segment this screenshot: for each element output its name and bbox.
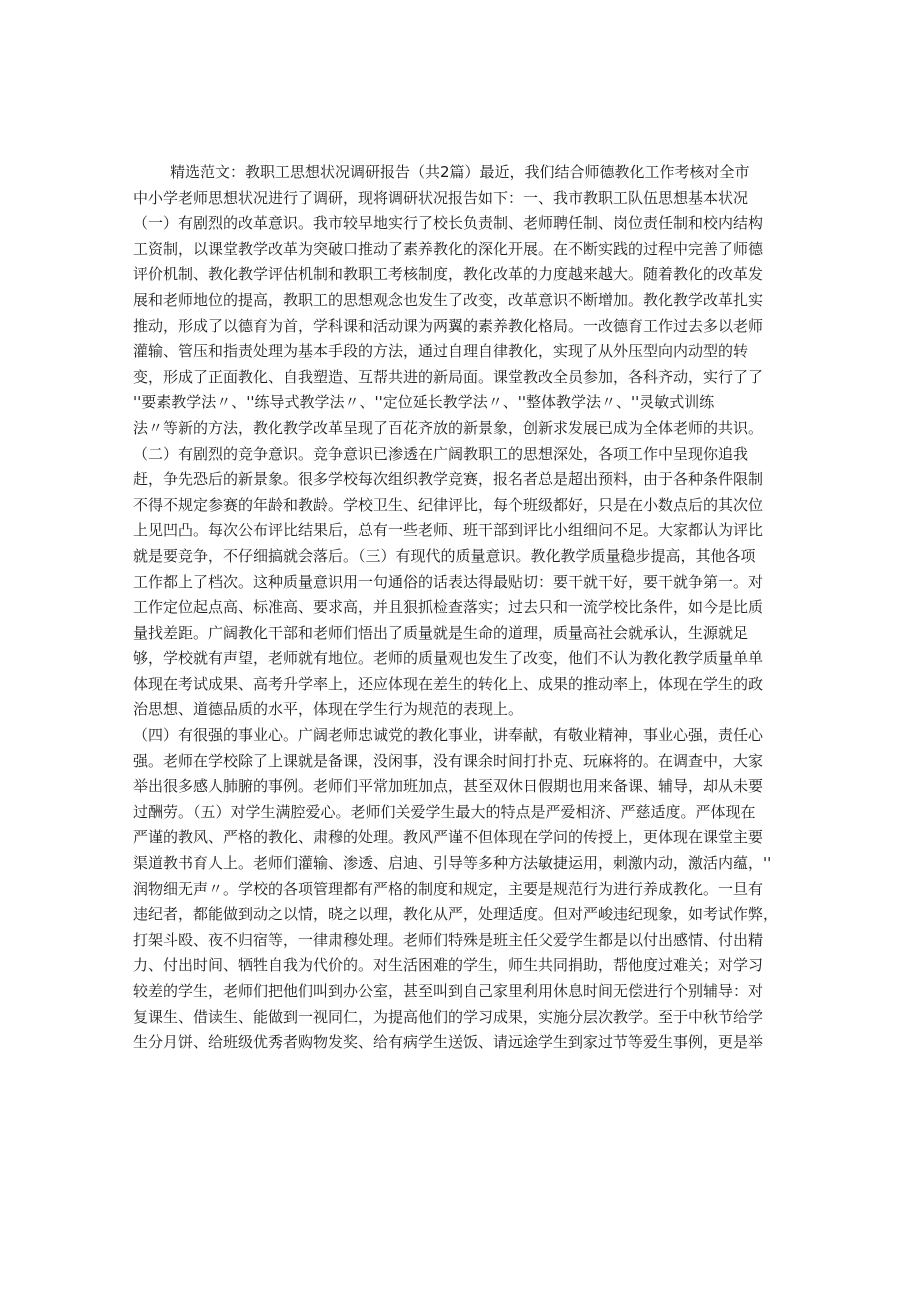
text-line: 体现在考试成果、高考升学率上，还应体现在差生的转化上、成果的推动率上，体现在学生的政 xyxy=(133,674,764,693)
text-line: 上见凹凸。每次公布评比结果后，总有一些老师、班干部到评比小组细问不足。大家都认为评比 xyxy=(133,521,764,540)
text-line: 够，学校就有声望，老师就有地位。老师的质量观也发生了改变，他们不认为教化教学质量单单 xyxy=(133,649,764,668)
text-line: 渠道教书育人上。老师们灌输、渗透、启迪、引导等多种方法敏捷运用，刺激内动，激活内蕴，'' xyxy=(133,854,772,873)
text-line: （二）有剧烈的竞争意识。竞争意识已渗透在广阔教职工的思想深处，各项工作中呈现你追我 xyxy=(133,444,749,463)
text-line: 生分月饼、给班级优秀者购物发奖、给有病学生送饭、请远途学生到家过节等爱生事例，更是举 xyxy=(133,1033,764,1052)
text-line: 中小学老师思想状况进行了调研，现将调研状况报告如下：一、我市教职工队伍思想基本状况 xyxy=(133,188,749,207)
text-line: 工作定位起点高、标准高、要求高，并且狠抓检查落实；过去只和一流学校比条件，如今是比质 xyxy=(133,598,764,617)
text-line: 过酬劳。（五）对学生满腔爱心。老师们关爱学生最大的特点是严爱相济、严慈适度。严体现在 xyxy=(133,802,756,821)
report-body xyxy=(133,160,793,1056)
text-line: ''要素教学法〃、''练导式教学法〃、''定位延长教学法〃、''整体教学法〃、''灵敏式训练 xyxy=(133,393,715,412)
text-line: 工作都上了档次。这种质量意识用一句通俗的话表达得最贴切：要干就干好，要干就争第一。对 xyxy=(133,572,764,591)
text-line: 评价机制、教化教学评估机制和教职工考核制度，教化改革的力度越来越大。随着教化的改革发 xyxy=(133,265,764,284)
text-line: （四）有很强的事业心。广阔老师忠诚党的教化事业，讲奉献，有敬业精神，事业心强，责任心 xyxy=(133,726,764,745)
text-line: 法〃等新的方法，教化教学改革呈现了百花齐放的新景象，创新求发展已成为全体老师的共识。 xyxy=(133,418,764,437)
text-line: 赶，争先恐后的新景象。很多学校每次组织教学竞赛，报名者总是超出预料，由于各种条件限制 xyxy=(133,470,764,489)
text-line: 复课生、借读生、能做到一视同仁，为提高他们的学习成果，实施分层次教学。至于中秋节给学 xyxy=(133,1007,764,1026)
text-line: 就是要竞争，不仔细搞就会落后。（三）有现代的质量意识。教化教学质量稳步提高，其他各项 xyxy=(133,546,756,565)
text-line: 量找差距。广阔教化干部和老师们悟出了质量就是生命的道理，质量高社会就承认，生源就足 xyxy=(133,623,749,642)
text-line: 较差的学生，老师们把他们叫到办公室，甚至叫到自己家里利用休息时间无偿进行个别辅导：对 xyxy=(133,982,764,1000)
text-line: 变，形成了正面教化、自我塑造、互帮共进的新局面。课堂教改全员参加，各科齐动，实行了了 xyxy=(133,367,764,386)
text-line: 精选范文：教职工思想状况调研报告（共2篇）最近，我们结合师德教化工作考核对全市 xyxy=(170,163,750,181)
text-line: 严谨的教风、严格的教化、肃穆的处理。教风严谨不但体现在学问的传授上，更体现在课堂主要 xyxy=(133,828,764,847)
text-line: 治思想、道德品质的水平，体现在学生行为规范的表现上。 xyxy=(133,700,524,719)
text-line: 违纪者，都能做到动之以情，晓之以理，教化从严，处理适度。但对严峻违纪现象，如考试作弊， xyxy=(133,905,779,924)
text-line: 举出很多感人肺腑的事例。老师们平常加班加点，甚至双休日假期也用来备课、辅导，却从未要 xyxy=(133,777,764,796)
text-line: 工资制，以课堂教学改革为突破口推动了素养教化的深化开展。在不断实践的过程中完善了师德 xyxy=(133,239,764,258)
text-line: 展和老师地位的提高，教职工的思想观念也发生了改变，改革意识不断增加。教化教学改革扎实 xyxy=(133,290,764,309)
text-line: 润物细无声〃。学校的各项管理都有严格的制度和规定，主要是规范行为进行养成教化。一旦有 xyxy=(133,879,764,898)
text-line: 力、付出时间、牺牲自我为代价的。对生活困难的学生，师生共同捐助，帮他度过难关；对学习 xyxy=(133,956,764,975)
text-line: 推动，形成了以德育为首，学科课和活动课为两翼的素养教化格局。一改德育工作过去多以老师 xyxy=(133,316,764,335)
text-line: 强。老师在学校除了上课就是备课，没闲事，没有课余时间打扑克、玩麻将的。在调查中，大家 xyxy=(133,751,764,770)
text-line: （一）有剧烈的改革意识。我市较早地实行了校长负责制、老师聘任制、岗位责任制和校内结构 xyxy=(133,214,764,233)
text-line: 打架斗殴、夜不归宿等，一律肃穆处理。老师们特殊是班主任父爱学生都是以付出感情、付出精 xyxy=(133,930,764,949)
text-line: 不得不规定参赛的年龄和教龄。学校卫生、纪律评比，每个班级都好，只是在小数点后的其次位 xyxy=(133,495,764,514)
text-line: 灌输、管压和指责处理为基本手段的方法，通过自理自律教化，实现了从外压型向内动型的转 xyxy=(133,342,749,361)
